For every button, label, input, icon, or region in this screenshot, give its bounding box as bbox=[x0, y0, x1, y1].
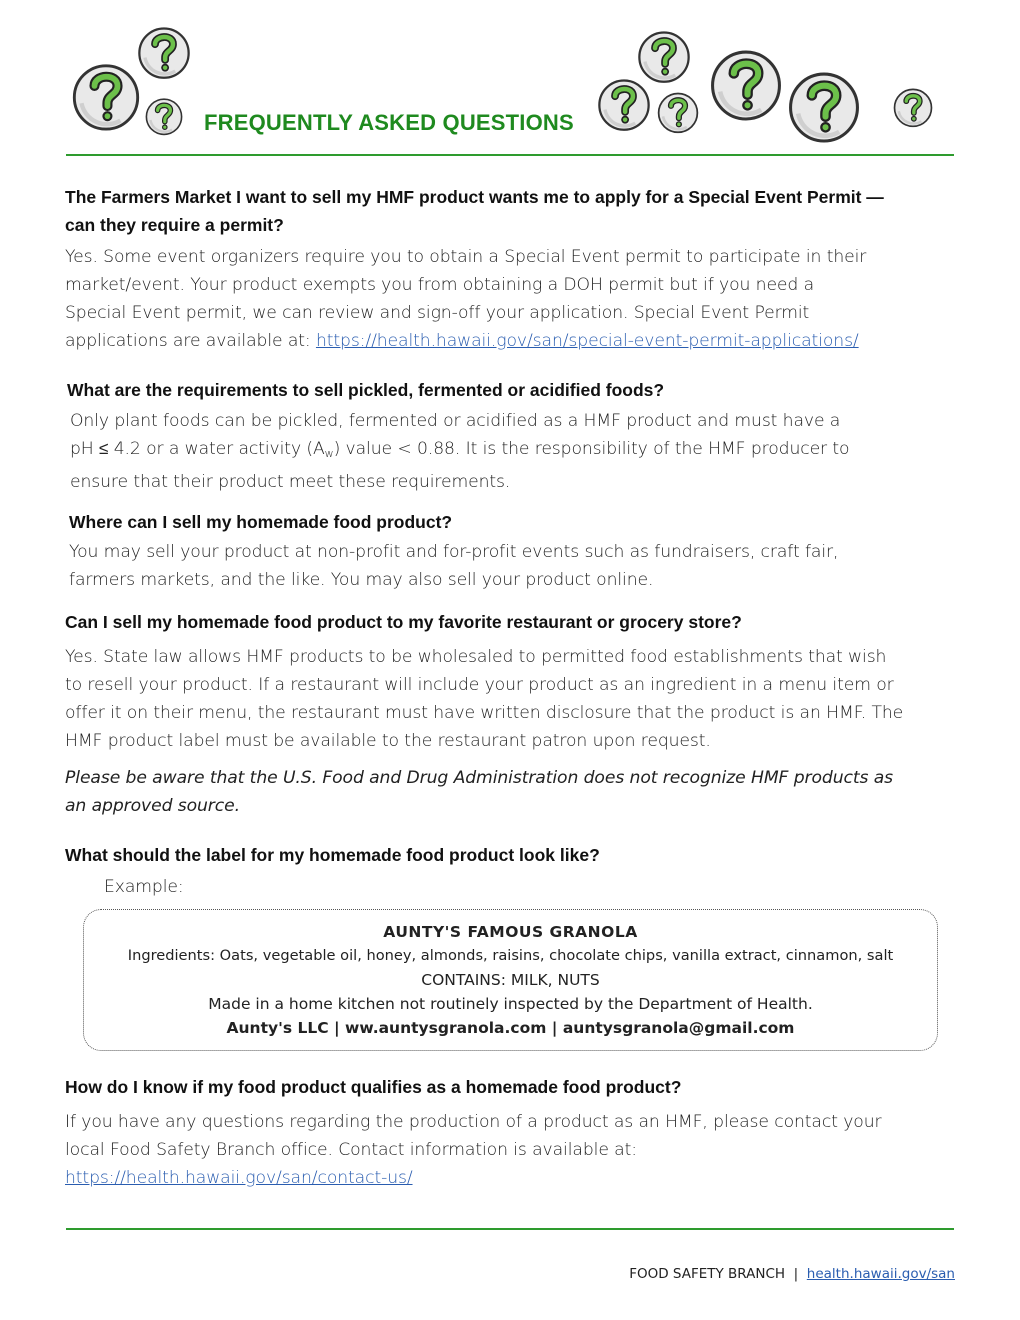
header-divider bbox=[66, 154, 954, 156]
footer-divider bbox=[66, 1228, 954, 1230]
question-mark-icon bbox=[786, 68, 862, 144]
question-mark-icon bbox=[144, 96, 184, 136]
question-mark-icon bbox=[596, 76, 652, 132]
faq-question: What should the label for my homemade food product look like? bbox=[65, 845, 600, 865]
label-allergens: CONTAINS: MILK, NUTS bbox=[421, 971, 600, 989]
faq-question: Where can I sell my homemade food product? bbox=[69, 512, 453, 532]
fda-note: Please be aware that the U.S. Food and Drug Administration does not recognize HMF products as an approved source. bbox=[65, 768, 893, 816]
footer-org: FOOD SAFETY BRANCH bbox=[629, 1266, 786, 1282]
faq-answer: Yes. Some event organizers require you to obtain a Special Event permit to participate in their market/event. Your product exempts you from obtaining a DOH permit but if you need a Special Event permit, we can review and sign-off your application. Special Event Permit applications are available at: https://health.hawaii.gov/san/special-event-permit-applications/ bbox=[65, 247, 867, 351]
label-example-box bbox=[83, 909, 938, 1051]
faq-answer: Only plant foods can be pickled, fermented or acidified as a HMF product and must have a pH ≤ 4.2 or a water activity $(A_w)$ value < 0.88. It is the responsibility of the HMF producer to ensure that their product meet these requirements. bbox=[70, 411, 850, 492]
faq-question: Can I sell my homemade food product to my favorite restaurant or grocery store? bbox=[65, 612, 742, 632]
example-caption: Example: bbox=[104, 877, 184, 897]
question-mark-icon bbox=[656, 90, 700, 134]
contact-us-link[interactable]: https://health.hawaii.gov/san/contact-us/ bbox=[65, 1168, 413, 1188]
page-title: FREQUENTLY ASKED QUESTIONS bbox=[204, 110, 574, 135]
question-mark-icon bbox=[708, 46, 784, 122]
footer bbox=[629, 1266, 955, 1282]
question-mark-icon bbox=[136, 24, 192, 80]
faq-answer: You may sell your product at non-profit and for-profit events such as fundraisers, craft fair, farmers markets, and the like. You may also sell your product online. bbox=[69, 542, 839, 590]
question-mark-icon bbox=[892, 86, 934, 128]
label-disclaimer: Made in a home kitchen not routinely inspected by the Department of Health. bbox=[208, 995, 813, 1013]
label-ingredients: Ingredients: Oats, vegetable oil, honey, almonds, raisins, chocolate chips, vanilla extract, cinnamon, salt bbox=[127, 947, 894, 964]
question-mark-icon bbox=[70, 60, 142, 132]
faq-answer: Yes. State law allows HMF products to be wholesaled to permitted food establishments that wish to resell your product. If a restaurant will include your product as an ingredient in a menu item or offer it on their menu, the restaurant must have written disclosure that the product is an HMF. The HMF product label must be available to the restaurant patron upon request. bbox=[65, 647, 904, 751]
label-contact: Aunty's LLC | ww.auntysgranola.com | auntysgranola@gmail.com bbox=[226, 1019, 795, 1037]
faq-question: What are the requirements to sell pickled, fermented or acidified foods? bbox=[67, 380, 665, 400]
faq-question: How do I know if my food product qualifies as a homemade food product? bbox=[65, 1077, 682, 1097]
footer-separator: | bbox=[793, 1266, 799, 1282]
footer-link[interactable]: health.hawaii.gov/san bbox=[806, 1266, 955, 1282]
special-event-permit-link[interactable]: https://health.hawaii.gov/san/special-event-permit-applications/ bbox=[315, 331, 859, 351]
faq-question: The Farmers Market I want to sell my HMF product wants me to apply for a Special Event Permit — can they require a permit? bbox=[65, 187, 884, 235]
label-product-name: AUNTY'S FAMOUS GRANOLA bbox=[383, 923, 638, 941]
faq-answer: If you have any questions regarding the production of a product as an HMF, please contact your local Food Safety Branch office. Contact information is available at: https://health.hawaii.gov/san/contact-us/ bbox=[65, 1112, 882, 1188]
